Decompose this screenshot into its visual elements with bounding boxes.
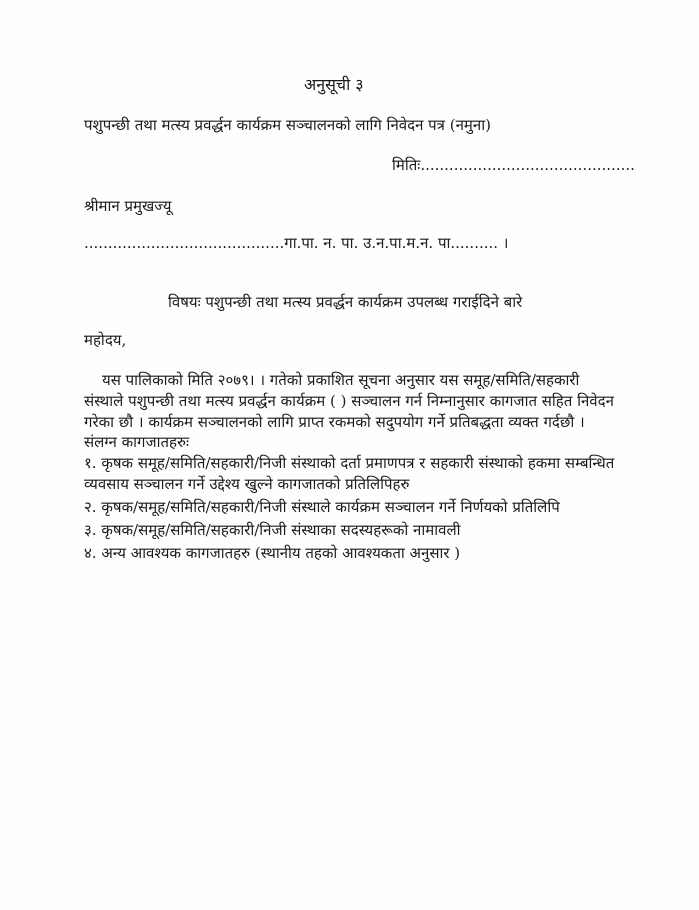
attachment-3-line-1: ३. कृषक/समूह/समिति/सहकारी/निजी संस्थाका सदस्यहरूको नामावली — [84, 521, 461, 539]
attachment-4-line-1: ४. अन्य आवश्यक कागजातहरु (स्थानीय तहको आवश्यकता अनुसार ) — [84, 544, 461, 562]
salutation: श्रीमान प्रमुखज्यू — [84, 197, 172, 215]
greeting: महोदय, — [84, 331, 127, 349]
body-line-1: यस पालिकाको मिति २०७९। । गतेको प्रकाशित सूचना अनुसार यस समूह/समिति/सहकारी — [102, 371, 580, 389]
body-line-2: संस्थाले पशुपन्छी तथा मत्स्य प्रवर्द्धन कार्यक्रम ( ) सञ्चालन गर्न निम्नानुसार कागजात सहित निवेदन — [84, 392, 614, 410]
list-item — [84, 453, 644, 495]
attachment-1-line-1: १. कृषक समूह/समिति/सहकारी/निजी संस्थाको दर्ता प्रमाणपत्र र सहकारी संस्थाको हकमा सम्बन्धित — [84, 454, 615, 472]
address-line: ..........................................गा.पा. न. पा. उ.न.पा.म.न. पा.......... । — [84, 234, 509, 252]
list-item — [84, 543, 644, 564]
attachment-1-line-2: व्यवसाय सञ्चालन गर्ने उद्देश्य खुल्ने कागजातको प्रतिलिपिहरु — [84, 475, 410, 493]
attachments-list — [84, 453, 644, 566]
attachments-heading: संलग्न कागजातहरुः — [84, 433, 189, 451]
list-item — [84, 497, 644, 518]
list-item — [84, 520, 644, 541]
subject-line: विषयः पशुपन्छी तथा मत्स्य प्रवर्द्धन कार्यक्रम उपलब्ध गराईदिने बारे — [168, 293, 523, 311]
attachment-2-line-1: २. कृषक/समूह/समिति/सहकारी/निजी संस्थाले कार्यक्रम सञ्चालन गर्ने निर्णयको प्रतिलिपि — [84, 498, 560, 516]
page-title: अनुसूची ३ — [304, 75, 364, 94]
body-line-3: गरेका छौ । कार्यक्रम सञ्चालनको लागि प्राप्त रकमको सदुपयोग गर्ने प्रतिबद्धता व्यक्त गर्दछौ । — [84, 413, 585, 431]
date-line: मितिः............................................. — [392, 156, 635, 174]
body-paragraph — [84, 370, 636, 433]
document-subtitle: पशुपन्छी तथा मत्स्य प्रवर्द्धन कार्यक्रम सञ्चालनको लागि निवेदन पत्र (नमुना) — [84, 116, 491, 134]
